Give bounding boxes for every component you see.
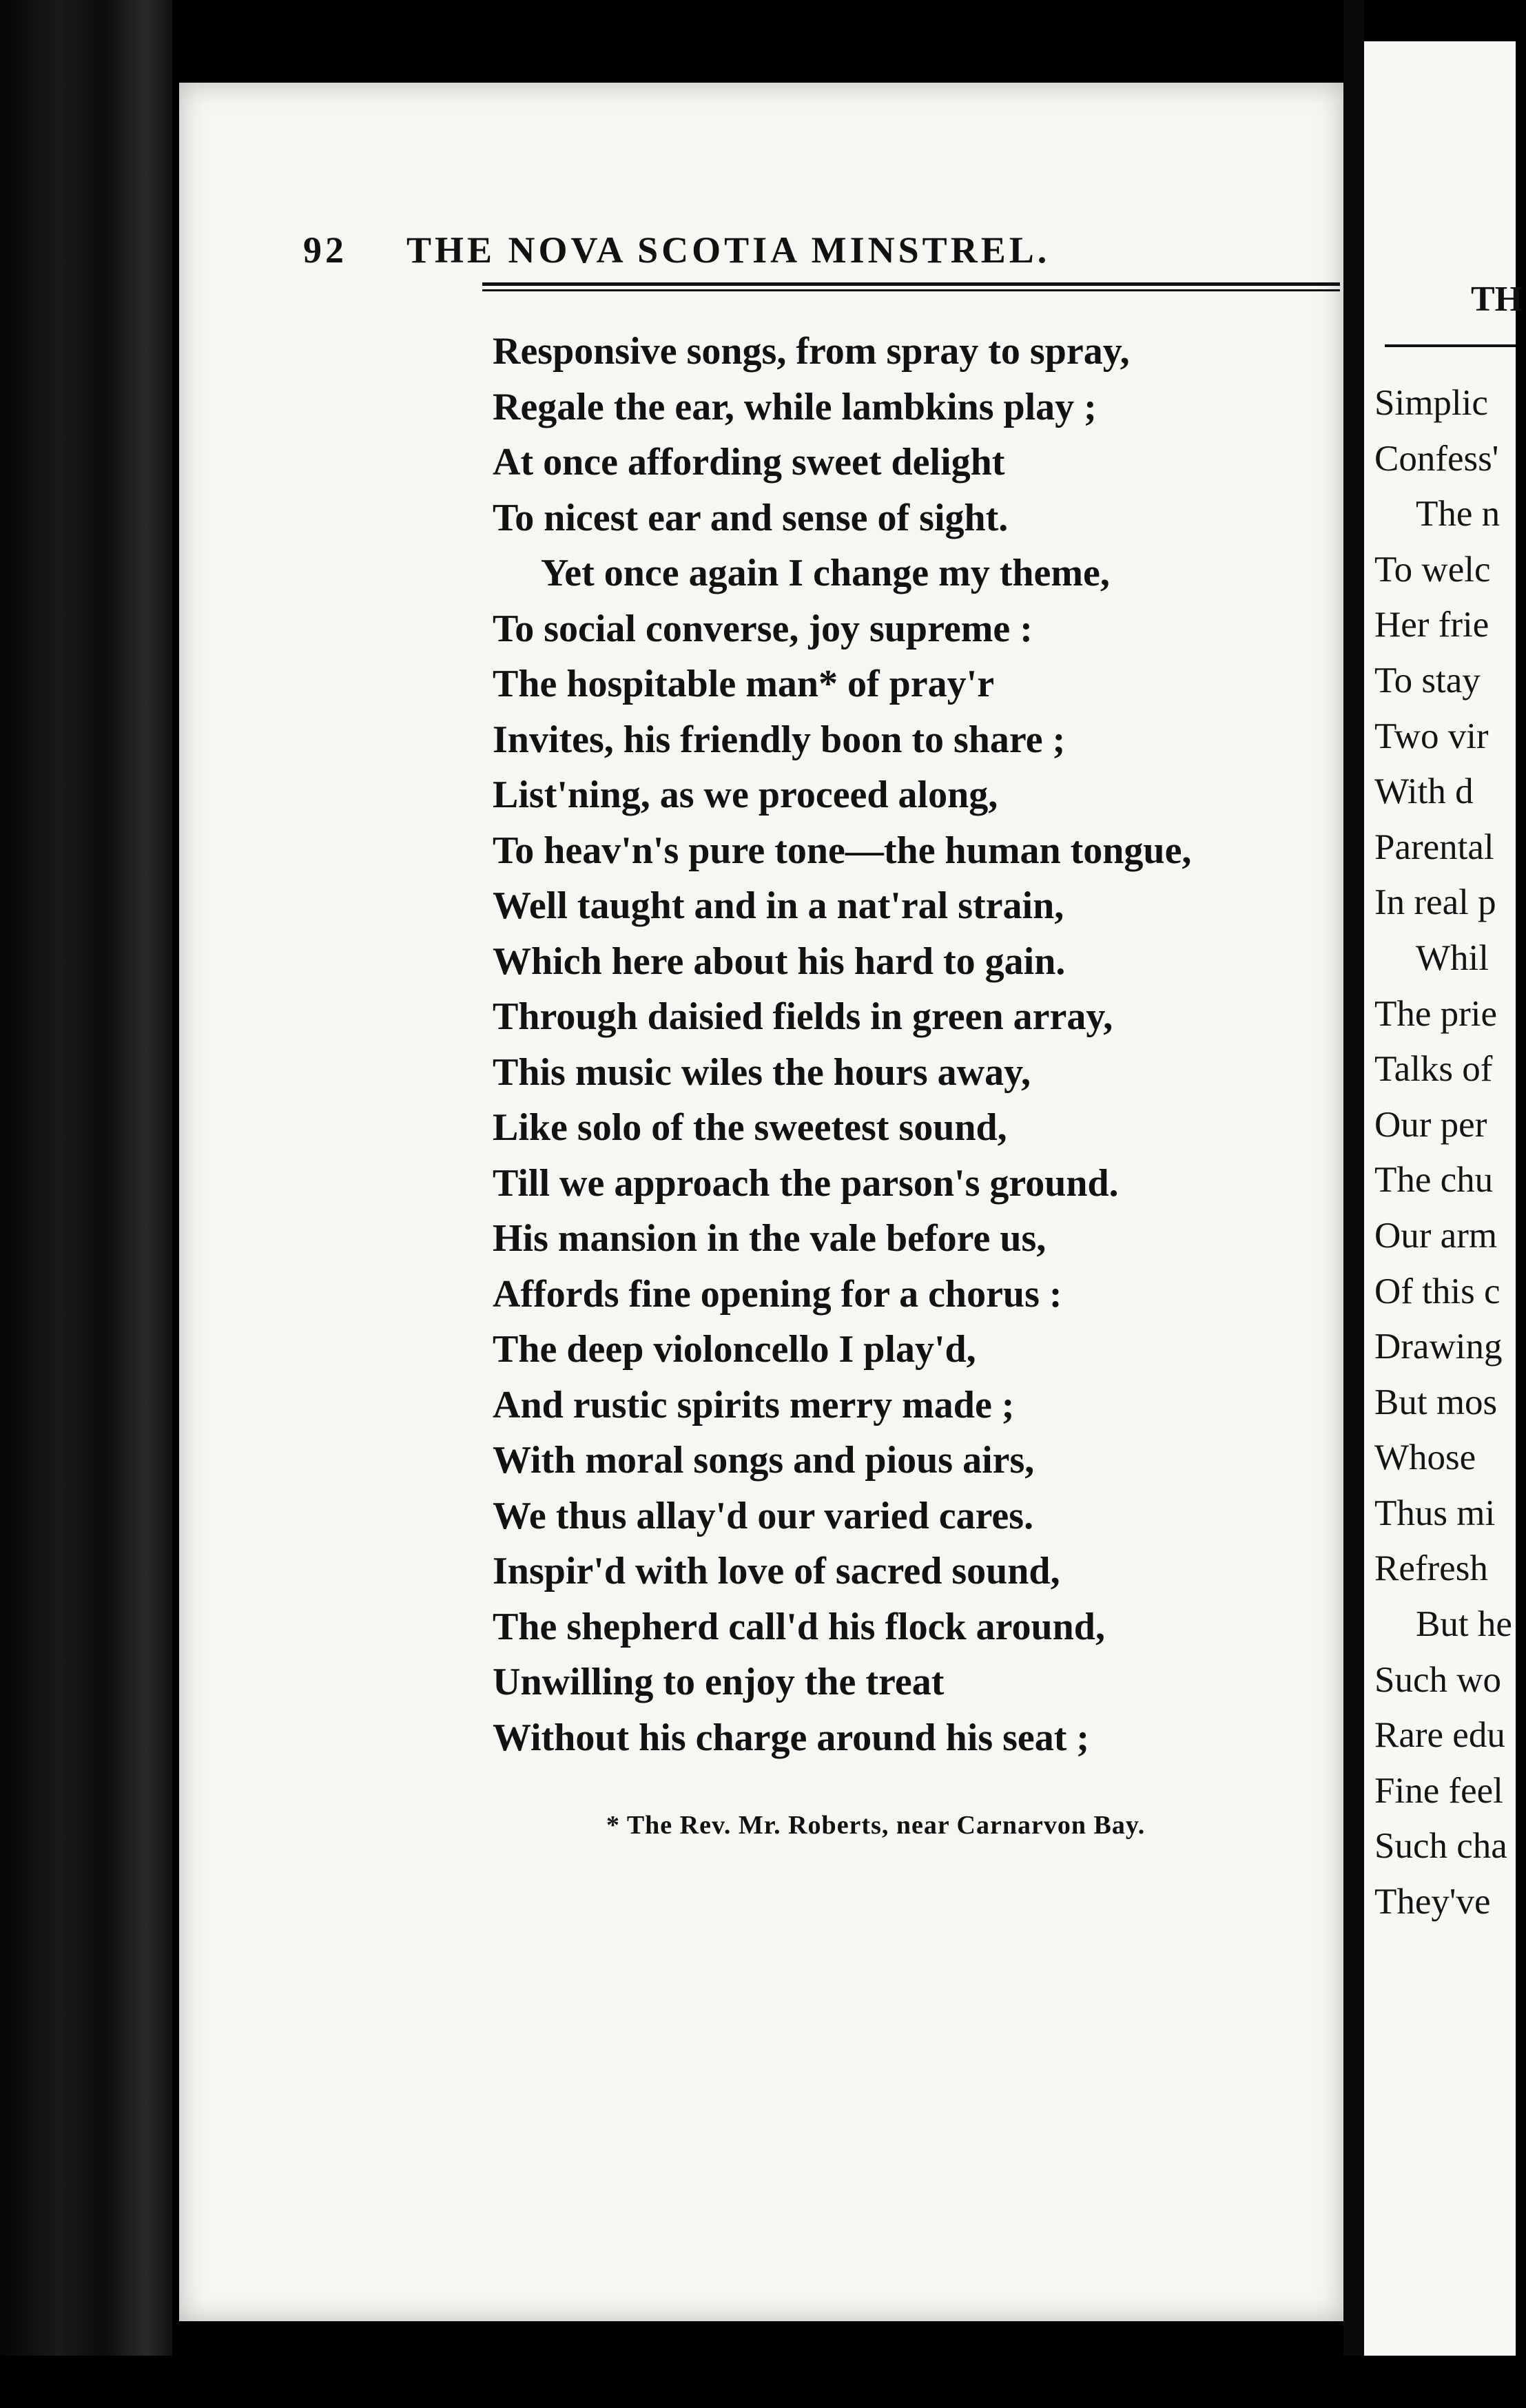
right-page-line-fragment: Talks of [1374, 1049, 1493, 1090]
head-rule-thick [482, 282, 1340, 286]
right-page-line-fragment: They've [1374, 1882, 1491, 1922]
poem-line: The shepherd call'd his flock around, [493, 1605, 1105, 1648]
right-page-line-fragment: Whil [1416, 937, 1489, 978]
poem-line: Which here about his hard to gain. [493, 940, 1066, 983]
right-page-head-rule [1385, 344, 1516, 347]
right-page-line-fragment: With d [1374, 771, 1474, 812]
right-page-line-fragment: Such wo [1374, 1659, 1502, 1700]
right-page-line-fragment: Rare edu [1374, 1715, 1505, 1756]
poem-line: To nicest ear and sense of sight. [493, 496, 1009, 539]
poem-line: Inspir'd with love of sacred sound, [493, 1550, 1060, 1592]
right-page-line-fragment: To stay [1374, 660, 1481, 700]
poem-line: Well taught and in a nat'ral strain, [493, 884, 1064, 927]
running-head [303, 229, 1350, 291]
poem-line: Like solo of the sweetest sound, [493, 1106, 1007, 1149]
right-page-line-fragment: Thus mi [1374, 1493, 1496, 1533]
scan-bottom-edge [0, 2356, 1516, 2408]
right-page-text-block [1374, 375, 1526, 1930]
poem-line: We thus allay'd our varied cares. [493, 1494, 1034, 1537]
head-rule-thin [482, 289, 1340, 291]
poem-line: To social converse, joy supreme : [493, 607, 1033, 650]
right-page-line-fragment: To welc [1374, 549, 1491, 590]
poem-line: Invites, his friendly boon to share ; [493, 718, 1066, 761]
right-page-line-fragment: The prie [1374, 993, 1498, 1034]
right-page-line-fragment: Parental [1374, 827, 1494, 867]
poem-line: Unwilling to enjoy the treat [493, 1661, 945, 1703]
poem-line: Regale the ear, while lambkins play ; [493, 385, 1097, 428]
running-head-title: THE NOVA SCOTIA MINSTREL. [406, 229, 1051, 271]
right-page-line-fragment: Such cha [1374, 1826, 1507, 1867]
right-page-line-fragment: But he [1416, 1604, 1512, 1645]
right-page-line-fragment: Whose [1374, 1437, 1476, 1478]
right-page-line-fragment: But mos [1374, 1382, 1498, 1422]
right-page-line-fragment: Fine feel [1374, 1770, 1503, 1811]
poem-line: Responsive songs, from spray to spray, [493, 330, 1130, 373]
right-page-line-fragment: Our per [1374, 1104, 1487, 1145]
right-page-line-fragment: Our arm [1374, 1215, 1498, 1256]
right-page-running-head: TH [1471, 280, 1523, 319]
poem-line: List'ning, as we proceed along, [493, 774, 998, 816]
right-page-line-fragment: Two vir [1374, 716, 1489, 756]
page-number: 92 [303, 229, 347, 271]
right-page-line-fragment: The n [1416, 494, 1501, 534]
page-gutter [1343, 0, 1364, 2408]
right-page-line-fragment: Drawing [1374, 1327, 1503, 1367]
poem-line: To heav'n's pure tone—the human tongue, [493, 829, 1192, 872]
right-page-line-fragment: Her frie [1374, 605, 1489, 645]
poem-line: The hospitable man* of pray'r [493, 663, 995, 705]
right-page-line-fragment: Confess' [1374, 438, 1499, 479]
poem-line: His mansion in the vale before us, [493, 1217, 1046, 1260]
poem-line: Yet once again I change my theme, [541, 552, 1110, 594]
right-page-line-fragment: In real p [1374, 882, 1496, 923]
right-page-line-fragment: Refresh [1374, 1548, 1488, 1589]
poem-line: Affords fine opening for a chorus : [493, 1272, 1062, 1316]
poem-text-block [493, 324, 1340, 1765]
footnote: * The Rev. Mr. Roberts, near Carnarvon Bay. [606, 1811, 1146, 1840]
poem-line: At once affording sweet delight [493, 441, 1005, 484]
book-binding-edge [0, 0, 172, 2408]
right-page-line-fragment: Of this c [1374, 1271, 1501, 1311]
right-page-line-fragment: Simplic [1374, 383, 1488, 423]
poem-line: With moral songs and pious airs, [493, 1439, 1035, 1482]
poem-line: Till we approach the parson's ground. [493, 1161, 1119, 1205]
poem-line: Through daisied fields in green array, [493, 995, 1113, 1038]
poem-line: This music wiles the hours away, [493, 1050, 1031, 1094]
right-page-line-fragment: The chu [1374, 1160, 1494, 1201]
poem-line: Without his charge around his seat ; [493, 1716, 1090, 1759]
poem-line: The deep violoncello I play'd, [493, 1328, 976, 1371]
poem-line: And rustic spirits merry made ; [493, 1383, 1015, 1426]
